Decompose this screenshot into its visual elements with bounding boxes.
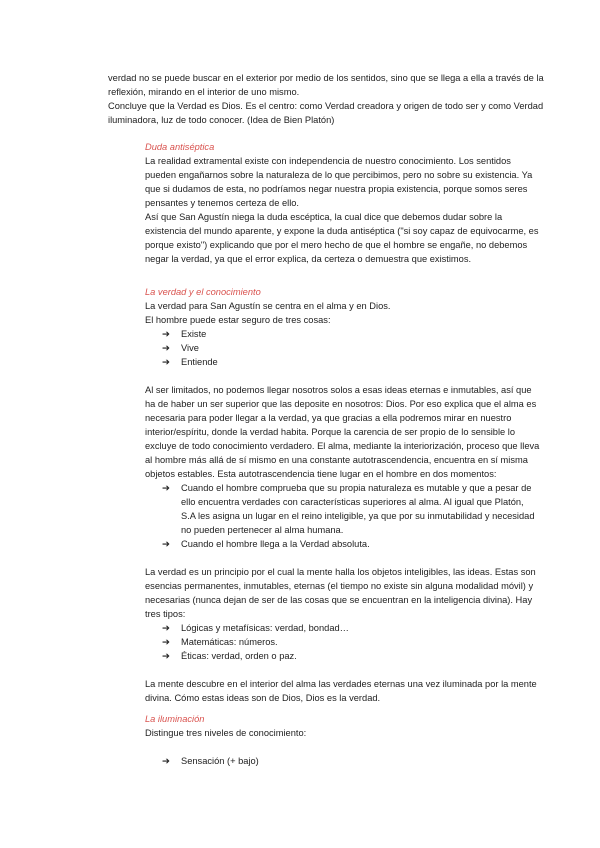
moments-list (145, 481, 540, 551)
verdad-paragraph-4: La verdad es un principio por el cual la mente halla los objetos inteligibles, las ideas. Estas son esencias permanentes, inmutables, eternas (el tiempo no existe sin alguna modalidad móvil) y necesarias (nunca dejan de ser de las cosas que se encuentran en la inteligencia divina). Hay tres tipos: (145, 567, 536, 619)
arrow-icon: ➔ (162, 329, 170, 339)
section-heading-verdad: La verdad y el conocimiento (145, 287, 261, 297)
arrow-icon: ➔ (162, 756, 170, 766)
verdad-paragraph-5: La mente descubre en el interior del alma las verdades eternas una vez iluminada por la mente divina. Cómo estas ideas son de Dios, Dios es la verdad. (145, 679, 537, 703)
list-item: ➔ Lógicas y metafísicas: verdad, bondad… (162, 623, 349, 633)
list-item: ➔ Entiende (162, 357, 218, 367)
list-item: ➔ Sensación (+ bajo) (162, 756, 259, 766)
section-iluminacion (145, 712, 540, 768)
intro-paragraph-2: Concluye que la Verdad es Dios. Es el centro: como Verdad creadora y origen de todo ser y como Verdad iluminadora, luz de todo conocer. (Idea de Bien Platón) (108, 101, 544, 125)
arrow-icon: ➔ (162, 637, 170, 647)
list-item: ➔ Vive (162, 343, 199, 353)
arrow-icon: ➔ (162, 651, 170, 661)
arrow-icon: ➔ (162, 343, 170, 353)
list-item: ➔ Existe (162, 329, 207, 339)
section-duda (145, 140, 540, 266)
arrow-icon: ➔ (162, 539, 170, 549)
verdad-paragraph-2: El hombre puede estar seguro de tres cosas: (145, 315, 331, 325)
section-verdad (145, 285, 540, 705)
list-item: ➔ Éticas: verdad, orden o paz. (162, 651, 297, 661)
section-heading-duda: Duda antiséptica (145, 142, 215, 152)
duda-paragraph-1: La realidad extramental existe con independencia de nuestro conocimiento. Los sentidos pueden engañarnos sobre la naturaleza de lo que percibimos, pero no sobre su existencia. Ya que si dudamos de esta, no podríamos negar nuestra propia existencia, porque somos seres pensantes y tenemos certeza de ello. (145, 156, 533, 208)
verdad-paragraph-1: La verdad para San Agustín se centra en el alma y en Dios. (145, 301, 391, 311)
types-list (145, 621, 540, 663)
intro-block (108, 71, 548, 127)
list-item: ➔ Cuando el hombre llega a la Verdad absoluta. (162, 539, 370, 549)
duda-paragraph-2: Así que San Agustín niega la duda escéptica, la cual dice que debemos dudar sobre la existencia del mundo aparente, y expone la duda antiséptica ("si soy capaz de equivocarme, es porque existo") explicando que por el mero hecho de que el hombre se engañe, no debemos negar la verdad, ya que el error explica, da certeza o demuestra que existimos. (145, 212, 539, 264)
list-item: ➔ Matemáticas: números. (162, 637, 278, 647)
arrow-icon: ➔ (162, 623, 170, 633)
intro-paragraph-1: verdad no se puede buscar en el exterior por medio de los sentidos, sino que se llega a ella a través de la reflexión, mirando en el interior de uno mismo. (108, 73, 544, 97)
arrow-icon: ➔ (162, 483, 170, 493)
arrow-icon: ➔ (162, 357, 170, 367)
iluminacion-paragraph-1: Distingue tres niveles de conocimiento: (145, 728, 307, 738)
certainty-list (145, 327, 540, 369)
section-heading-iluminacion: La iluminación (145, 714, 205, 724)
verdad-paragraph-3: Al ser limitados, no podemos llegar nosotros solos a esas ideas eternas e inmutables, así que ha de haber un ser superior que las deposite en nosotros: Dios. Por eso explica que el alma es necesaria para poder llegar a la verdad, ya que gracias a ella podremos mirar en nuestro interior/espíritu, donde la verdad habita. Porque la carencia de ser propio de lo sensible lo excluye de todo conocimiento verdadero. El alma, mediante la interiorización, proceso que lleva al hombre más allá de sí mismo en una constante autotrascendencia, encuentra en sí misma objetos estables. Esta autotrascendencia tiene lugar en el hombre en dos momentos: (145, 385, 540, 479)
list-item: ➔ Cuando el hombre comprueba que su propia naturaleza es mutable y que a pesar de ello encuentra verdades con características superiores al alma. Al igual que Platón, S.A les asigna un lugar en el reino inteligible, ya que por su inmutabilidad y necesidad no pueden pertenecer al alma humana. (162, 483, 535, 535)
levels-list (145, 754, 540, 768)
